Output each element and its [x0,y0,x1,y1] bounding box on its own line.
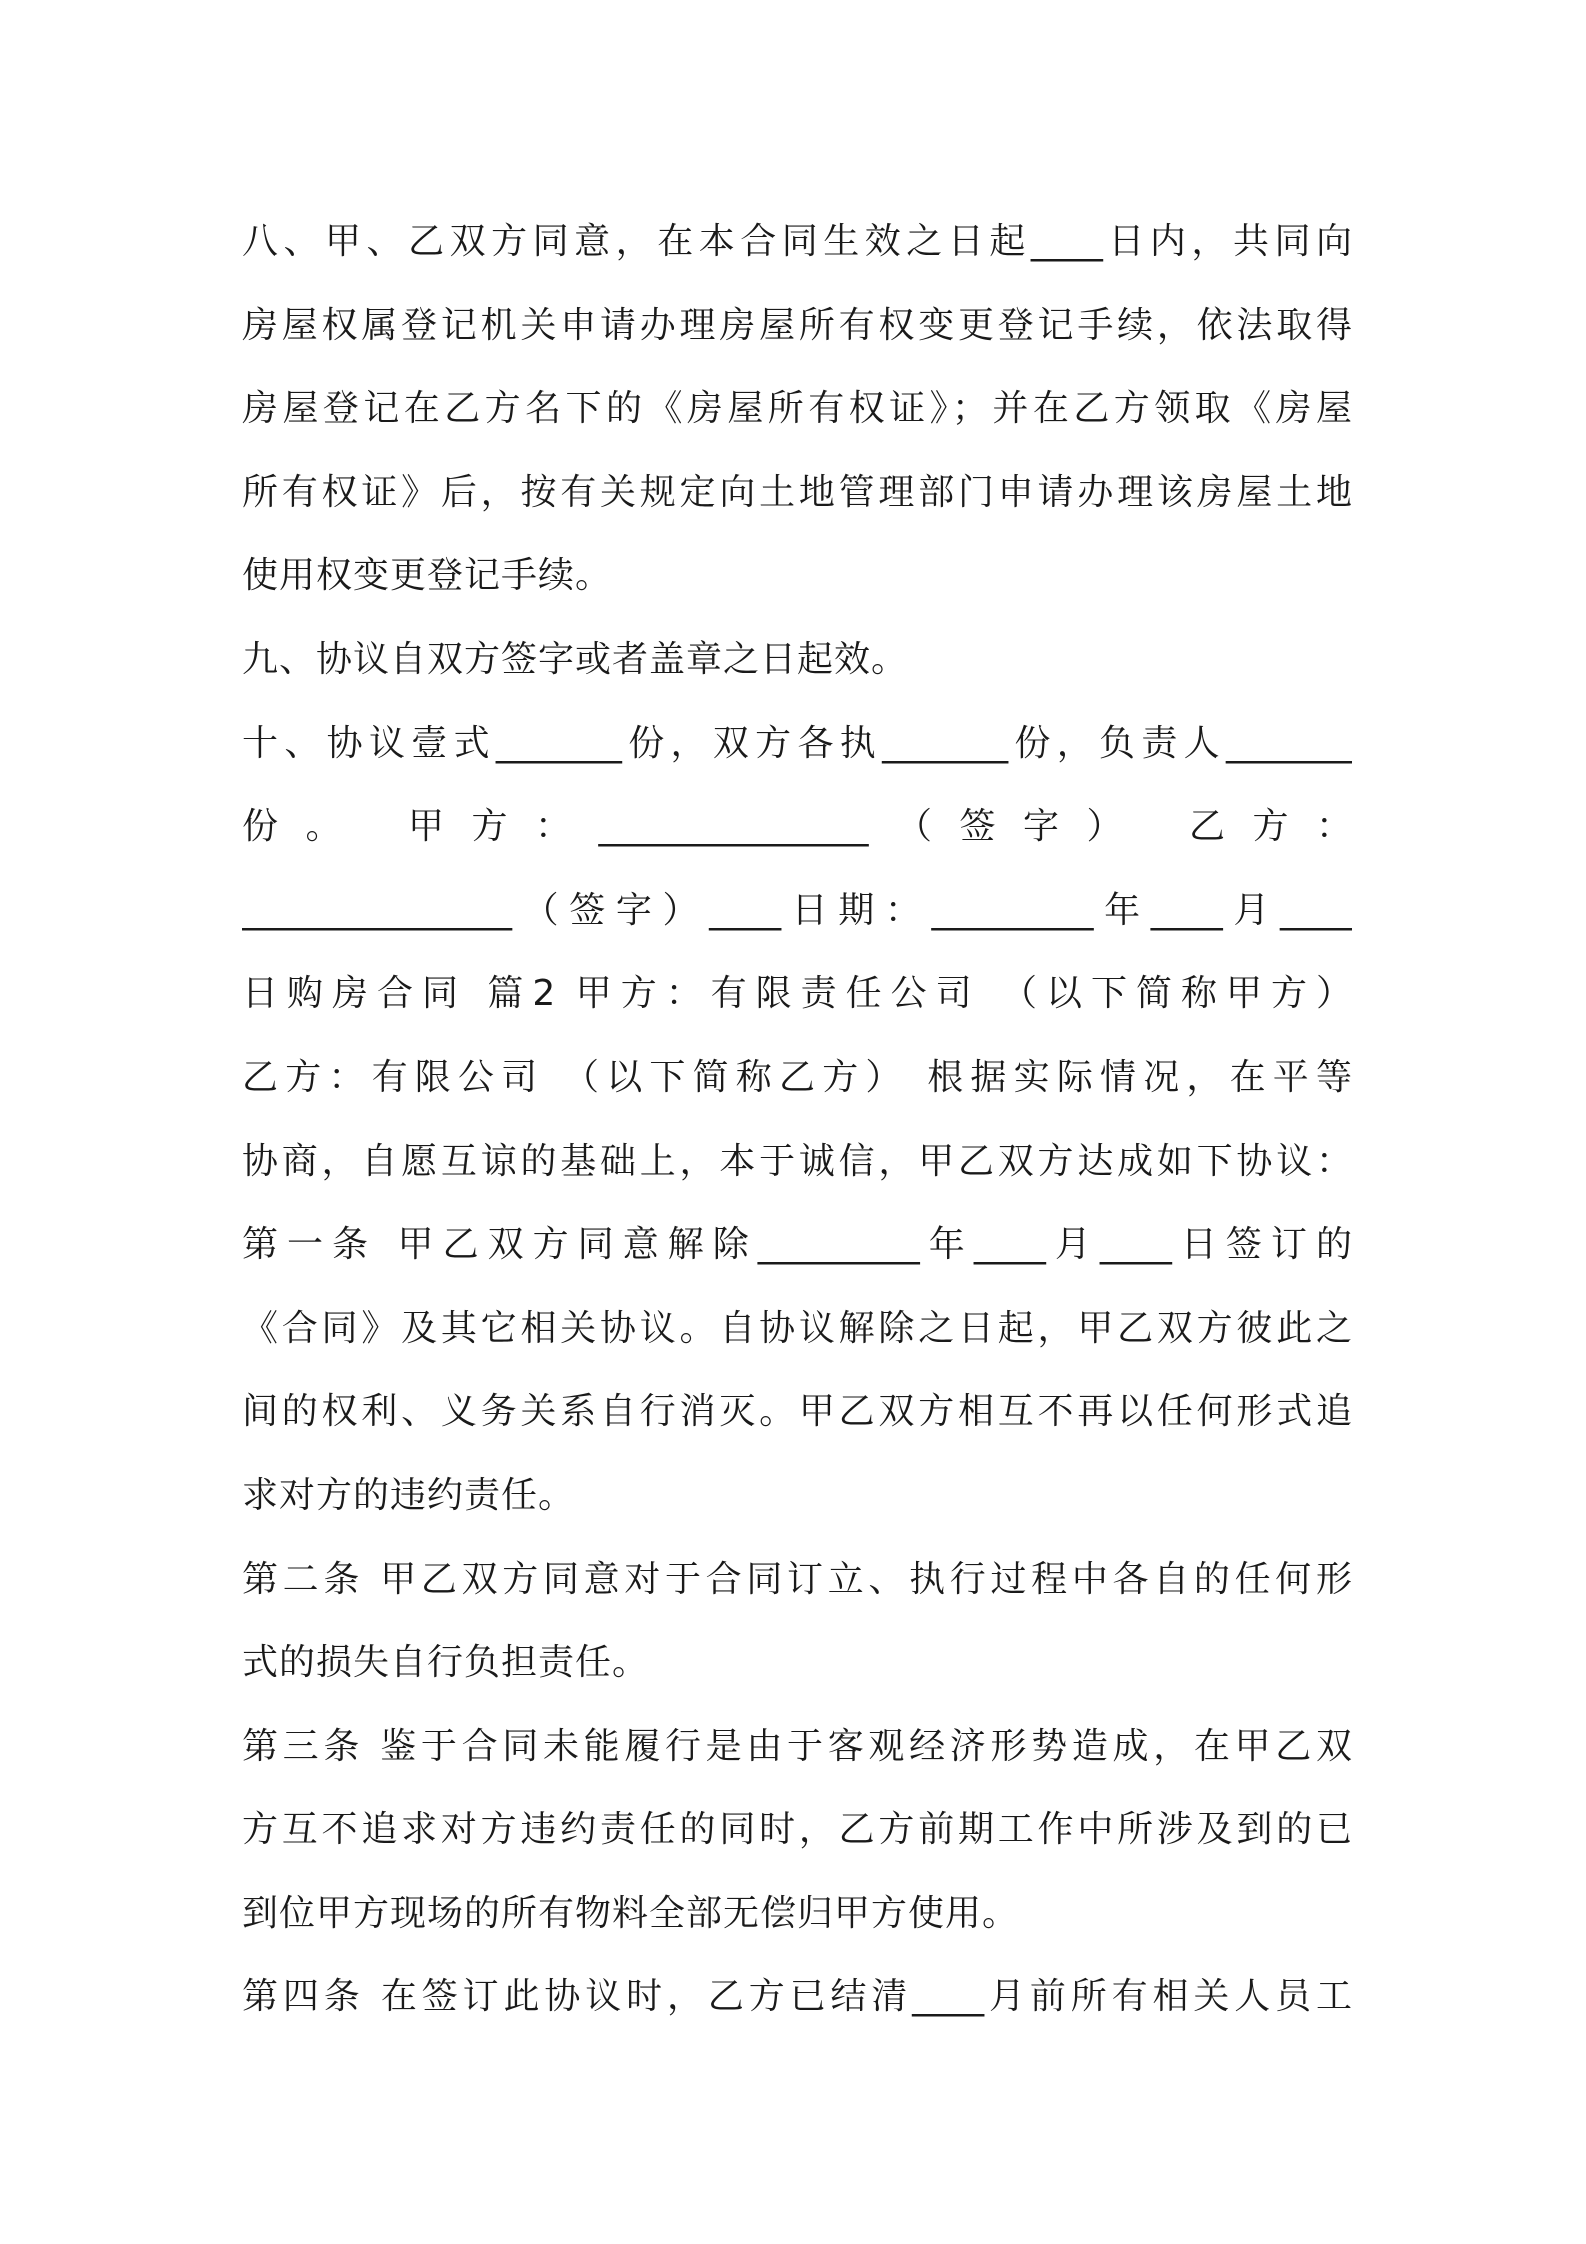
text-line: 使用权变更登记手续。 [242,555,613,597]
text-line: 协商，自愿互谅的基础上，本于诚信，甲乙双方达成如下协议： [242,1140,1352,1182]
text-line: 所有权证》后，按有关规定向土地管理部门申请办理该房屋土地 [242,471,1352,513]
text-line: _______________（签字）____日期：_________年____月____ [242,889,1352,931]
text-line: 份。 甲方：_______________（签字） 乙方： [242,806,1352,848]
text-line: 房屋权属登记机关申请办理房屋所有权变更登记手续，依法取得 [242,304,1352,346]
text-line: 间的权利、义务关系自行消灭。甲乙双方相互不再以任何形式追 [242,1391,1352,1433]
text-line: 日购房合同 篇2 甲方：有限责任公司 （以下简称甲方） [242,973,1352,1015]
text-line: 房屋登记在乙方名下的《房屋所有权证》；并在乙方领取《房屋 [242,388,1352,430]
text-line: 求对方的违约责任。 [242,1474,576,1516]
text-line: 十、协议壹式_______份，双方各执_______份，负责人_______ [242,722,1352,764]
text-line: 到位甲方现场的所有物料全部无偿归甲方使用。 [242,1892,1020,1934]
text-line: 式的损失自行负担责任。 [242,1642,650,1684]
text-line: 九、协议自双方签字或者盖章之日起效。 [242,638,909,680]
contract-text [242,200,1352,2039]
text-line: 第一条 甲乙双方同意解除_________年____月____日签订的 [242,1224,1352,1266]
text-line: 第四条 在签订此协议时，乙方已结清____月前所有相关人员工 [242,1976,1352,2018]
text-line: 方互不追求对方违约责任的同时，乙方前期工作中所涉及到的已 [242,1809,1352,1851]
text-line: 《合同》及其它相关协议。自协议解除之日起，甲乙双方彼此之 [242,1307,1352,1349]
text-line: 八、甲、乙双方同意，在本合同生效之日起____日内，共同向 [242,221,1352,262]
text-line: 第二条 甲乙双方同意对于合同订立、执行过程中各自的任何形 [242,1558,1352,1600]
text-line: 第三条 鉴于合同未能履行是由于客观经济形势造成，在甲乙双 [242,1725,1352,1767]
text-line: 乙方：有限公司 （以下简称乙方） 根据实际情况，在平等 [242,1056,1352,1098]
